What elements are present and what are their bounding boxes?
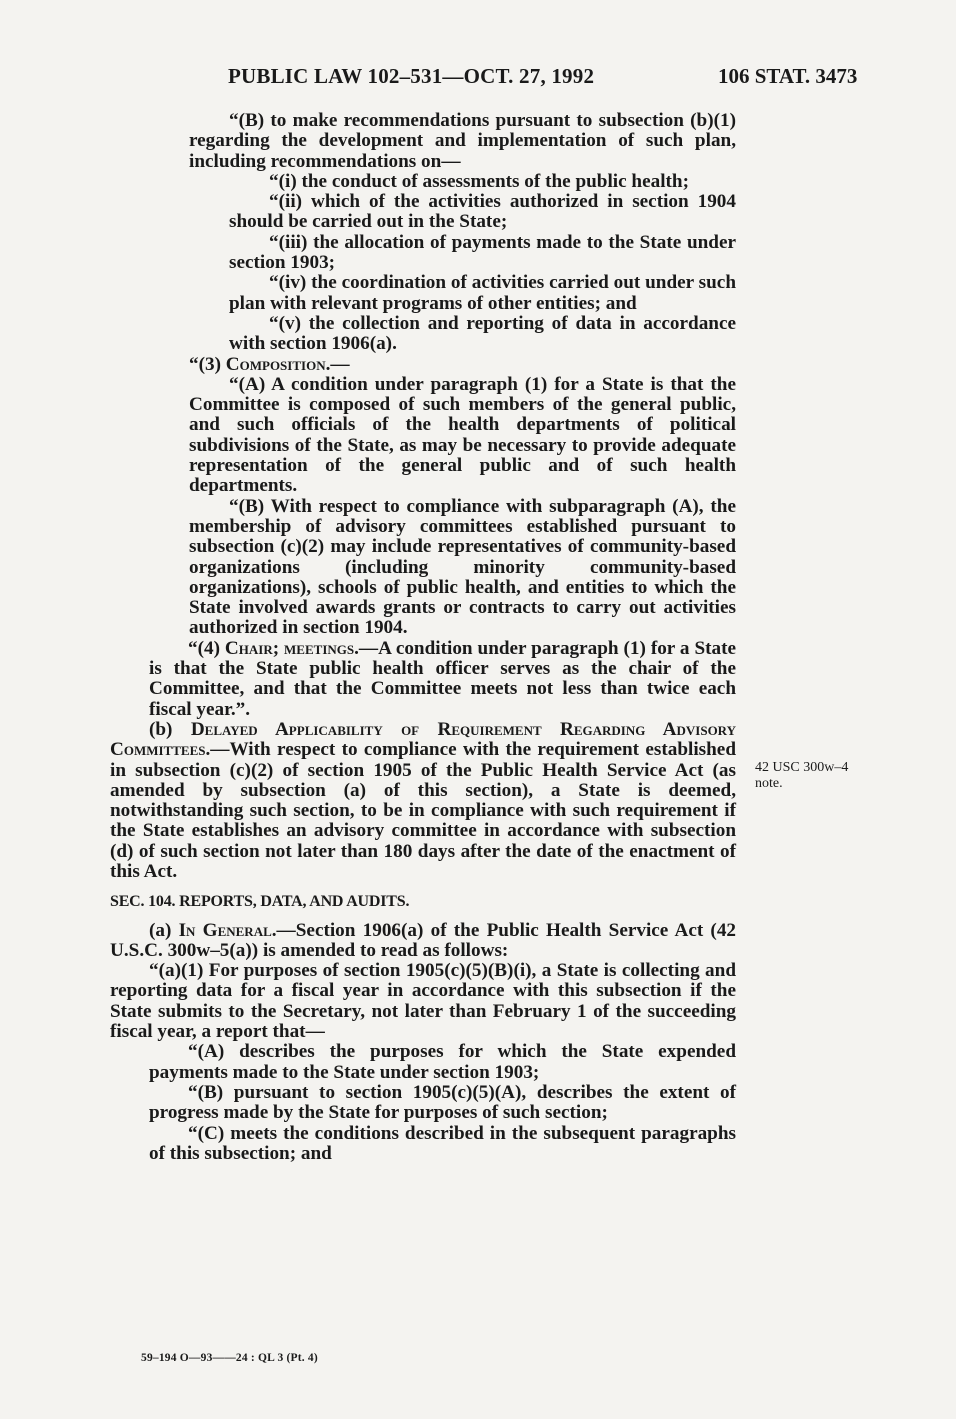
chair-paragraph bbox=[110, 639, 736, 720]
paragraph: “(B) pursuant to section 1905(c)(5)(A), describes the extent of progress made by the State for purposes of such section; bbox=[149, 1081, 736, 1124]
paragraph: “(B) to make recommendations pursuant to subsection (b)(1) regarding the development and implementation of such plan, including recommendations on— bbox=[189, 110, 736, 172]
margin-note bbox=[755, 760, 848, 792]
chair-heading: Chair; meetings.— bbox=[224, 637, 379, 659]
delayed-applicability-paragraph bbox=[110, 720, 736, 882]
paragraph: “(a)(1) For purposes of section 1905(c)(5)(B)(i), a State is collecting and reporting data for a fiscal year in accordance with this subsection if the State submits to the Secretary, not later than February 1 of the succeeding fiscal year, a report that— bbox=[110, 960, 736, 1043]
general-paragraph bbox=[110, 921, 736, 962]
composition-number: “(3) bbox=[189, 353, 221, 375]
general-text: Section 1906(a) of the Public Health Service Act (42 U.S.C. 300w–5(a)) is amended to read as follows: bbox=[110, 919, 737, 961]
delayed-heading: Delayed Applicability of Requirement Regarding Advisory Committees.— bbox=[110, 718, 736, 761]
paragraph: “(B) With respect to compliance with subparagraph (A), the membership of advisory committees established pursuant to subsection (c)(2) may include representatives of community-based organizations (including minority community-based organizations), schools of public health, and entities to which the State involved awards grants or contracts to carry out activities authorized in section 1904. bbox=[189, 495, 736, 639]
paragraph: “(ii) which of the activities authorized in section 1904 should be carried out in the State; bbox=[229, 191, 736, 233]
page-footer: 59–194 O—93——24 : QL 3 (Pt. 4) bbox=[141, 1352, 318, 1364]
paragraph: “(i) the conduct of assessments of the public health; bbox=[269, 170, 689, 192]
composition-heading bbox=[110, 355, 736, 375]
paragraph: “(A) A condition under paragraph (1) for a State is that the Committee is composed of such members of the general public, and such officials of the health departments of political subdivisions of the State, as may be necessary to provide adequate representation of the general public and of such health departments. bbox=[189, 373, 736, 497]
general-heading: In General.— bbox=[178, 919, 296, 941]
margin-note-citation: 42 USC 300w–4 bbox=[755, 760, 849, 775]
page-header-stat: 106 STAT. 3473 bbox=[718, 64, 858, 88]
margin-note-label: note. bbox=[755, 776, 783, 791]
page-header-title: PUBLIC LAW 102–531—OCT. 27, 1992 bbox=[228, 64, 595, 88]
paragraph: “(iv) the coordination of activities carried out under such plan with relevant programs of other entities; and bbox=[229, 272, 736, 314]
delayed-text: With respect to compliance with the requirement established in subsection (c)(2) of section 1905 of the Public Health Service Act (as amended by subsection (a) of this section), a State is deemed, notwithstanding such section, to be in compliance with such requirement if the State establishes an advisory committee in accordance with subsection (d) of such section not later than 180 days after the date of the enactment of this Act. bbox=[110, 739, 736, 882]
chair-text-start: A condition under paragraph (1) bbox=[378, 637, 646, 659]
chair-number: “(4) bbox=[188, 637, 220, 659]
composition-title: Composition.— bbox=[225, 353, 350, 375]
chair-text: for a State is that the State public health officer serves as the chair of the Committee, and that the Committee meets not less than twice each fiscal year.”. bbox=[149, 637, 737, 720]
section-104-heading: SEC. 104. REPORTS, DATA, AND AUDITS. bbox=[110, 893, 410, 911]
paragraph: “(v) the collection and reporting of data in accordance with section 1906(a). bbox=[229, 312, 736, 355]
general-number: (a) bbox=[149, 919, 172, 941]
delayed-number: (b) bbox=[149, 718, 173, 740]
paragraph: “(C) meets the conditions described in the subsequent paragraphs of this subsection; and bbox=[149, 1122, 736, 1164]
paragraph: “(A) describes the purposes for which the State expended payments made to the State under section 1903; bbox=[149, 1041, 736, 1083]
paragraph: “(iii) the allocation of payments made to the State under section 1903; bbox=[229, 231, 736, 274]
document-body bbox=[110, 111, 736, 1164]
